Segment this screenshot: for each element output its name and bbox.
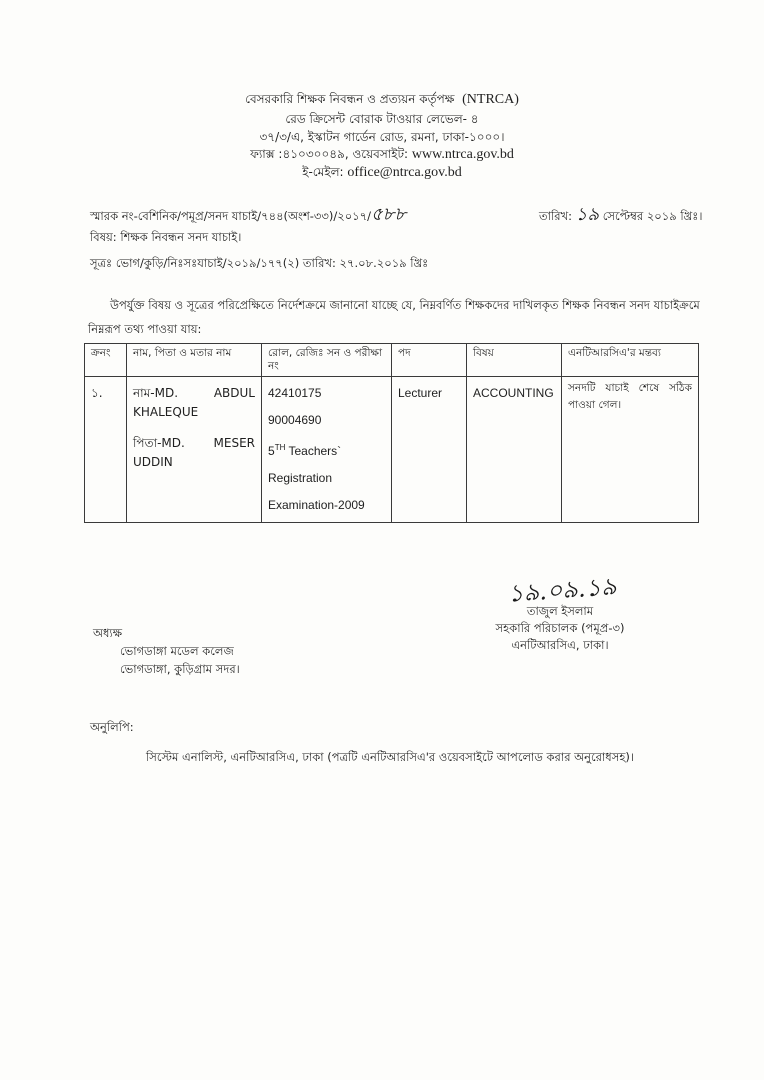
address-line-1: রেড ক্রিসেন্ট বোরাক টাওয়ার লেভেল- ৪ [285, 112, 479, 126]
col-header-serial: ক্রনং [85, 344, 127, 377]
email-link[interactable]: office@ntrca.gov.bd [347, 165, 462, 180]
exam-line-2: Registration [268, 471, 333, 485]
reference-text: স্মারক নং-বেশিনিক/পমূপ্র/সনদ যাচাই/৭৪৪(অংশ-৩৩)/২০১৭/ [90, 209, 371, 223]
subject-line: বিষয়: শিক্ষক নিবন্ধন সনদ যাচাই। [90, 230, 242, 244]
col-header-subject: বিষয় [467, 344, 562, 377]
reg-number: 90004690 [268, 413, 322, 427]
remark-text: সনদটি যাচাই শেষে সঠিক পাওয়া গেল। [568, 382, 692, 411]
teacher-name: নাম-MD. ABDUL KHALEQUE [133, 386, 255, 419]
org-name: বেসরকারি শিক্ষক নিবন্ধন ও প্রত্যয়ন কর্তৃপক্ষ [245, 92, 455, 106]
recipient-line-2: ভোগডাঙ্গা, কুড়িগ্রাম সদর। [120, 662, 240, 676]
exam-line-3: Examination-2009 [268, 498, 365, 512]
address-line-2: ৩৭/৩/এ, ইস্কাটন গার্ডেন রোড, রমনা, ঢাকা-১০০০। [259, 130, 505, 144]
date-rest: সেপ্টেম্বর ২০১৯ খ্রিঃ। [602, 209, 703, 223]
roll-number: 42410175 [268, 386, 322, 400]
recipient-line-1: ভোগডাঙ্গা মডেল কলেজ [120, 644, 234, 658]
exam-sup: TH [274, 443, 286, 452]
col-header-name: নাম, পিতা ও মতার নাম [127, 344, 262, 377]
signatory-designation: সহকারি পরিচালক (পমূপ্র-৩) [495, 621, 625, 635]
copy-line: সিস্টেম এনালিস্ট, এনটিআরসিএ, ঢাকা (পত্রটি এনটিআরসিএ'র ওয়েবসাইটে আপলোড করার অনুরোধসহ)। [146, 750, 634, 764]
exam-rest: Teachers` [285, 444, 342, 458]
date-label: তারিখ: [539, 209, 573, 223]
date-handwritten: ১৯ [575, 204, 600, 225]
org-name-line [0, 91, 764, 108]
cell-remark [562, 377, 699, 523]
cell-post: Lecturer [392, 377, 467, 523]
exam-prefix: 5 [268, 444, 275, 458]
fax-web-line [0, 146, 764, 163]
signatory-office: এনটিআরসিএ, ঢাকা। [511, 638, 609, 652]
exam-name [268, 434, 385, 465]
verification-table [84, 343, 699, 523]
table-row [85, 377, 699, 523]
cell-roll [262, 377, 392, 523]
email-line [0, 164, 764, 181]
table-header-row [85, 344, 699, 377]
email-label: ই-মেইল: [302, 165, 344, 179]
cell-serial: ১. [85, 377, 127, 523]
website-link[interactable]: www.ntrca.gov.bd [411, 147, 514, 162]
reference-handwritten: ৫৮৮ [371, 204, 407, 225]
fax-label: ফ্যাক্স :৪১০৩০০৪৯, ওয়েবসাইট: [250, 147, 409, 161]
recipient-title: অধ্যক্ষ [93, 626, 123, 640]
col-header-post: পদ [392, 344, 467, 377]
source-line: সূত্রঃ ভোগ/কুড়ি/নিঃসঃযাচাই/২০১৯/১৭৭(২) তারিখ: ২৭.০৮.২০১৯ খ্রিঃ [90, 256, 429, 270]
col-header-roll: রোল, রেজিঃ সন ও পরীক্ষা নং [262, 344, 392, 377]
signatory-name: তাজুল ইসলাম [526, 604, 594, 618]
signature-handwritten: ১৯.০৯.১৯ [507, 572, 618, 608]
father-name: পিতা-MD. MESER UDDIN [133, 436, 255, 469]
cell-subject: ACCOUNTING [467, 377, 562, 523]
org-abbr: (NTRCA) [462, 92, 519, 107]
copy-label: অনুলিপি: [90, 720, 134, 734]
memo-date [539, 200, 702, 231]
body-line-2: নিম্নরূপ তথ্য পাওয়া যায়: [88, 322, 202, 336]
col-header-remark: এনটিআরসিএ'র মন্তব্য [562, 344, 699, 377]
reference-number [90, 200, 406, 231]
body-line-1: উপর্যুক্ত বিষয় ও সূত্রের পরিপ্রেক্ষিতে নির্দেশক্রমে জানানো যাচ্ছে যে, নিম্নবর্ণিত শিক্ষকদের দাখিলকৃত শিক্ষক নিবন্ধন সনদ যাচাইক্রমে [110, 298, 700, 312]
cell-name [127, 377, 262, 523]
